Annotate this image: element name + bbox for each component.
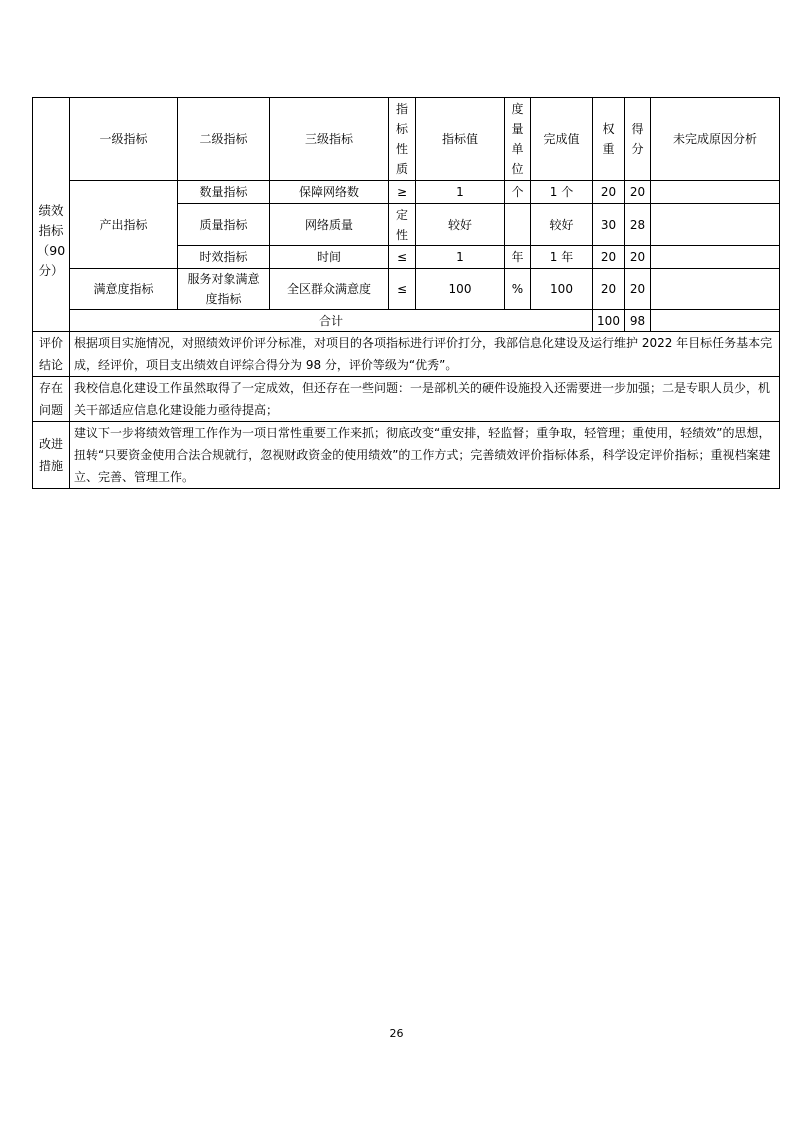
total-label: 合计 bbox=[70, 310, 593, 332]
cell-reason bbox=[651, 181, 780, 204]
problems-text: 我校信息化建设工作虽然取得了一定成效，但还存在一些问题：一是部机关的硬件设施投入还需要进一步加强；二是专职人员少，机关干部适应信息化建设能力亟待提高； bbox=[70, 377, 780, 422]
header-weight-char: 重 bbox=[602, 142, 615, 156]
measures-label-line: 措施 bbox=[38, 459, 63, 473]
problems-row bbox=[33, 377, 780, 422]
header-level2: 二级指标 bbox=[178, 98, 270, 181]
header-score-char: 得 bbox=[631, 122, 644, 136]
cell-level2-line: 服务对象满意 bbox=[187, 272, 260, 286]
header-weight-char: 权 bbox=[602, 122, 615, 136]
problems-label-line: 问题 bbox=[38, 403, 63, 417]
cell-done: 100 bbox=[531, 269, 593, 310]
cell-nature: ≤ bbox=[389, 269, 416, 310]
header-nature-char: 标 bbox=[395, 122, 408, 136]
conclusion-label bbox=[33, 332, 70, 377]
cell-value: 较好 bbox=[416, 204, 505, 246]
cell-level2 bbox=[178, 269, 270, 310]
total-score: 98 bbox=[625, 310, 651, 332]
cell-nature-char: 定 bbox=[395, 207, 408, 222]
table-row bbox=[33, 269, 780, 310]
measures-text: 建议下一步将绩效管理工作作为一项日常性重要工作来抓；彻底改变“重安排，轻监督；重争取，轻管理；重使用，轻绩效”的思想，扭转“只要资金使用合法合规就行，忽视财政资金的使用绩效”的工作方式；完善绩效评价指标体系，科学设定评价指标；重视档案建立、完善、管理工作。 bbox=[70, 422, 780, 489]
side-label-line: 绩效 bbox=[38, 202, 64, 218]
page-number: 26 bbox=[389, 1027, 404, 1040]
cell-nature bbox=[389, 204, 416, 246]
cell-level2: 质量指标 bbox=[178, 204, 270, 246]
total-row bbox=[33, 310, 780, 332]
header-weight bbox=[593, 98, 625, 181]
header-unit bbox=[505, 98, 531, 181]
header-reason: 未完成原因分析 bbox=[651, 98, 780, 181]
header-unit-char: 度 bbox=[511, 102, 524, 116]
header-nature-char: 质 bbox=[395, 162, 408, 176]
cell-score: 20 bbox=[625, 181, 651, 204]
problems-label-line: 存在 bbox=[38, 381, 63, 395]
header-unit-char: 量 bbox=[511, 122, 524, 136]
table-row bbox=[33, 181, 780, 204]
cell-nature-char: 性 bbox=[395, 227, 408, 242]
problems-label bbox=[33, 377, 70, 422]
side-label-line: 分） bbox=[38, 262, 64, 278]
total-weight: 100 bbox=[593, 310, 625, 332]
header-score-char: 分 bbox=[631, 142, 644, 156]
cell-level3: 保障网络数 bbox=[270, 181, 389, 204]
cell-reason bbox=[651, 204, 780, 246]
cell-weight: 20 bbox=[593, 246, 625, 269]
cell-value: 100 bbox=[416, 269, 505, 310]
cell-level2: 时效指标 bbox=[178, 246, 270, 269]
cell-value: 1 bbox=[416, 246, 505, 269]
group-output: 产出指标 bbox=[70, 181, 178, 269]
header-value: 指标值 bbox=[416, 98, 505, 181]
header-unit-char: 位 bbox=[511, 162, 524, 176]
cell-reason bbox=[651, 269, 780, 310]
conclusion-label-line: 结论 bbox=[38, 358, 63, 372]
header-nature bbox=[389, 98, 416, 181]
cell-level3: 时间 bbox=[270, 246, 389, 269]
cell-nature: ≤ bbox=[389, 246, 416, 269]
cell-level3: 全区群众满意度 bbox=[270, 269, 389, 310]
side-label-line: （90 bbox=[36, 242, 66, 258]
conclusion-text: 根据项目实施情况，对照绩效评价评分标准，对项目的各项指标进行评价打分，我部信息化建设及运行维护 2022 年目标任务基本完成，经评价，项目支出绩效自评综合得分为 98 分，评价等级为“优秀”。 bbox=[70, 332, 780, 377]
cell-level2: 数量指标 bbox=[178, 181, 270, 204]
side-label-cell bbox=[33, 98, 70, 332]
cell-score: 20 bbox=[625, 269, 651, 310]
cell-nature: ≥ bbox=[389, 181, 416, 204]
header-level3: 三级指标 bbox=[270, 98, 389, 181]
measures-label-line: 改进 bbox=[38, 437, 63, 451]
header-unit-char: 单 bbox=[511, 142, 524, 156]
header-nature-char: 指 bbox=[395, 102, 408, 116]
header-score bbox=[625, 98, 651, 181]
cell-done: 1 个 bbox=[531, 181, 593, 204]
group-satisfaction: 满意度指标 bbox=[70, 269, 178, 310]
cell-unit: 年 bbox=[505, 246, 531, 269]
cell-level3: 网络质量 bbox=[270, 204, 389, 246]
cell-done: 1 年 bbox=[531, 246, 593, 269]
header-level1: 一级指标 bbox=[70, 98, 178, 181]
cell-score: 20 bbox=[625, 246, 651, 269]
cell-done: 较好 bbox=[531, 204, 593, 246]
cell-level2-line: 度指标 bbox=[205, 292, 242, 306]
total-reason bbox=[651, 310, 780, 332]
cell-weight: 20 bbox=[593, 269, 625, 310]
cell-weight: 30 bbox=[593, 204, 625, 246]
cell-unit bbox=[505, 204, 531, 246]
header-nature-char: 性 bbox=[395, 142, 408, 156]
cell-weight: 20 bbox=[593, 181, 625, 204]
header-done: 完成值 bbox=[531, 98, 593, 181]
measures-label bbox=[33, 422, 70, 489]
measures-row bbox=[33, 422, 780, 489]
header-row bbox=[33, 98, 780, 181]
cell-unit: % bbox=[505, 269, 531, 310]
conclusion-label-line: 评价 bbox=[38, 336, 63, 350]
cell-value: 1 bbox=[416, 181, 505, 204]
cell-score: 28 bbox=[625, 204, 651, 246]
cell-reason bbox=[651, 246, 780, 269]
cell-unit: 个 bbox=[505, 181, 531, 204]
conclusion-row bbox=[33, 332, 780, 377]
side-label-line: 指标 bbox=[38, 222, 64, 238]
performance-table bbox=[32, 97, 780, 489]
